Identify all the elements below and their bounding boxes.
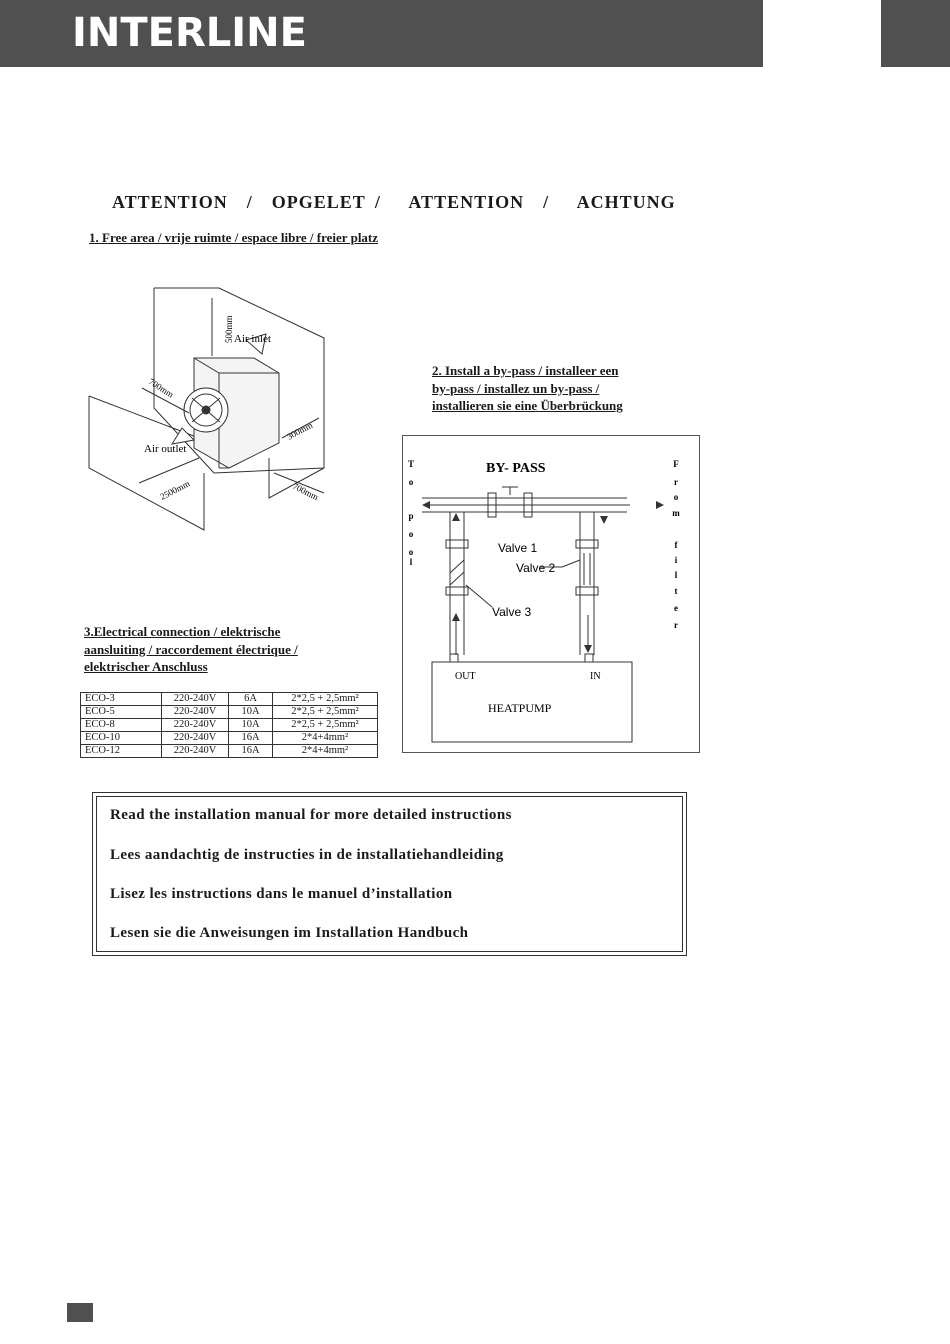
model-cell: ECO-5 <box>81 706 162 719</box>
notice-line-fr: Lisez les instructions dans le manuel d’installation <box>110 886 453 902</box>
to-pool-letter: p <box>408 511 414 521</box>
section3-title <box>84 623 298 676</box>
current-cell: 16A <box>229 745 273 758</box>
section2-title-line: installieren sie eine Überbrückung <box>432 398 623 413</box>
notice-box <box>92 792 687 956</box>
model-cell: ECO-3 <box>81 693 162 706</box>
attention-title: ATTENTION / OPGELET / ATTENTION / ACHTUNG <box>112 192 676 212</box>
current-cell: 16A <box>229 732 273 745</box>
section2-title-line: by-pass / installez un by-pass / <box>432 380 600 396</box>
table-row <box>81 719 378 732</box>
from-filter-letter: e <box>674 603 678 613</box>
in-label: IN <box>590 671 601 682</box>
dimension-2500: 2500mm <box>158 478 192 502</box>
from-filter-letter: o <box>673 492 679 502</box>
page-number-marker <box>67 1303 93 1322</box>
cable-cell: 2*2,5 + 2,5mm² <box>273 693 378 706</box>
notice-line-nl: Lees aandachtig de instructies in de installatiehandleiding <box>110 847 504 863</box>
out-label: OUT <box>455 671 476 682</box>
from-filter-letter: f <box>674 540 678 550</box>
dimension-500: 500mm <box>224 315 234 343</box>
bypass-diagram <box>402 435 700 753</box>
to-pool-letter: T <box>407 459 415 469</box>
model-cell: ECO-10 <box>81 732 162 745</box>
cable-cell: 2*4+4mm² <box>273 732 378 745</box>
current-cell: 10A <box>229 719 273 732</box>
from-filter-letter: r <box>674 477 678 487</box>
bypass-label: BY- PASS <box>486 461 546 476</box>
from-filter-letter: t <box>674 586 678 596</box>
free-area-diagram <box>84 268 344 538</box>
dimension-300: 300mm <box>285 420 315 442</box>
voltage-cell: 220-240V <box>162 745 229 758</box>
header-tab-block <box>881 0 950 67</box>
from-filter-letter: i <box>674 555 678 565</box>
current-cell: 6A <box>229 693 273 706</box>
cable-cell: 2*2,5 + 2,5mm² <box>273 719 378 732</box>
notice-line-en: Read the installation manual for more detailed instructions <box>110 807 512 823</box>
valve1-label: Valve 1 <box>498 541 538 555</box>
voltage-cell: 220-240V <box>162 719 229 732</box>
from-filter-letter: m <box>672 508 680 518</box>
section3-title-line: aansluiting / raccordement électrique / <box>84 641 298 657</box>
to-pool-letter: o <box>408 477 414 487</box>
heatpump-label: HEATPUMP <box>488 701 552 715</box>
section1-title: 1. Free area / vrije ruimte / espace libre / freier platz <box>89 230 379 245</box>
to-pool-letter: l <box>409 557 413 567</box>
brand-logo: INTERLINE <box>72 10 307 56</box>
cable-cell: 2*2,5 + 2,5mm² <box>273 706 378 719</box>
from-filter-letter: l <box>674 570 678 580</box>
voltage-cell: 220-240V <box>162 693 229 706</box>
cable-cell: 2*4+4mm² <box>273 745 378 758</box>
to-pool-letter: o <box>408 529 414 539</box>
model-cell: ECO-8 <box>81 719 162 732</box>
notice-line-de: Lesen sie die Anweisungen im Installation Handbuch <box>110 925 469 941</box>
model-cell: ECO-12 <box>81 745 162 758</box>
notice-box-inner <box>96 796 683 952</box>
air-outlet-label: Air outlet <box>144 443 187 455</box>
dimension-700-right: 700mm <box>291 480 321 503</box>
voltage-cell: 220-240V <box>162 732 229 745</box>
from-filter-letter: F <box>673 459 679 469</box>
table-row <box>81 745 378 758</box>
table-row <box>81 693 378 706</box>
section3-title-line: elektrischer Anschluss <box>84 659 208 674</box>
section2-title <box>432 362 623 415</box>
dimension-700-left: 700mm <box>146 376 176 400</box>
voltage-cell: 220-240V <box>162 706 229 719</box>
electrical-table <box>80 692 378 758</box>
section2-title-line: 2. Install a by-pass / installeer een <box>432 363 619 378</box>
air-inlet-label: Air inlet <box>234 333 271 345</box>
to-pool-letter: o <box>408 547 414 557</box>
valve2-label: Valve 2 <box>516 561 556 575</box>
table-row <box>81 732 378 745</box>
valve3-label: Valve 3 <box>492 605 532 619</box>
from-filter-letter: r <box>674 620 678 630</box>
section3-title-line: 3.Electrical connection / elektrische <box>84 624 281 639</box>
current-cell: 10A <box>229 706 273 719</box>
table-row <box>81 706 378 719</box>
